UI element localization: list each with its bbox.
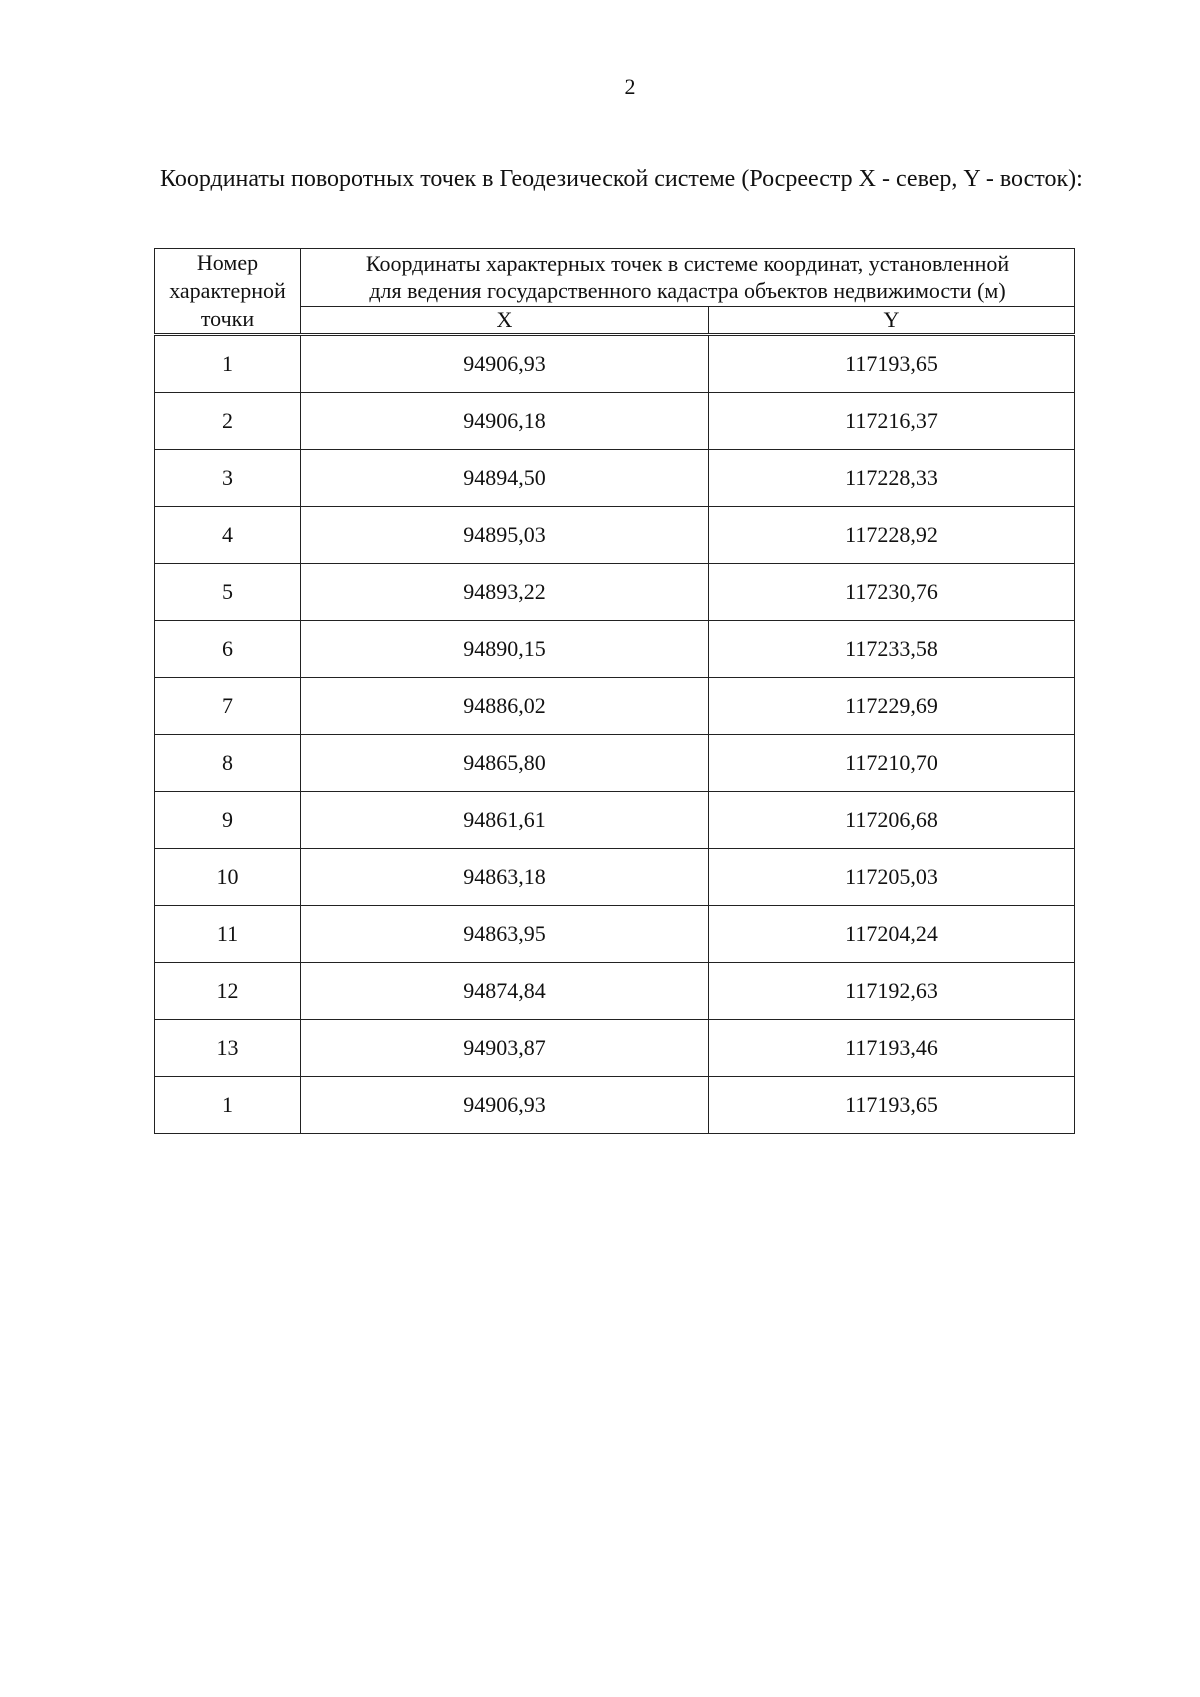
table-row — [155, 450, 1075, 507]
table-row — [155, 735, 1075, 792]
header-point-line-3: точки — [200, 306, 255, 331]
x-coordinate-cell: 94886,02 — [301, 678, 709, 735]
table-body — [155, 335, 1075, 1134]
header-point-number — [155, 249, 301, 335]
point-number-cell: 12 — [155, 963, 301, 1020]
point-number-cell: 1 — [155, 335, 301, 393]
point-number-cell: 6 — [155, 621, 301, 678]
page-number: 2 — [624, 74, 636, 99]
x-coordinate-cell: 94893,22 — [301, 564, 709, 621]
header-group-line-1: Координаты характерных точек в системе координат, установленной — [365, 251, 1010, 277]
y-coordinate-cell: 117205,03 — [709, 849, 1075, 906]
header-group-line-2: для ведения государственного кадастра объектов недвижимости (м) — [369, 278, 1006, 304]
point-number-cell: 3 — [155, 450, 301, 507]
point-number-cell: 10 — [155, 849, 301, 906]
coordinates-table — [154, 248, 1075, 1134]
y-coordinate-cell: 117228,33 — [709, 450, 1075, 507]
table-row — [155, 678, 1075, 735]
y-coordinate-cell: 117193,65 — [709, 1077, 1075, 1134]
header-point-line-1: Номер — [196, 250, 259, 275]
point-number-cell: 2 — [155, 393, 301, 450]
y-coordinate-cell: 117228,92 — [709, 507, 1075, 564]
table-row — [155, 564, 1075, 621]
x-coordinate-cell: 94895,03 — [301, 507, 709, 564]
x-coordinate-cell: 94890,15 — [301, 621, 709, 678]
table-row — [155, 335, 1075, 393]
x-coordinate-cell: 94874,84 — [301, 963, 709, 1020]
y-coordinate-cell: 117210,70 — [709, 735, 1075, 792]
header-x: X — [301, 306, 709, 334]
table-row — [155, 906, 1075, 963]
table-row — [155, 849, 1075, 906]
y-coordinate-cell: 117192,63 — [709, 963, 1075, 1020]
header-coordinates-group — [301, 249, 1075, 307]
point-number-cell: 5 — [155, 564, 301, 621]
point-number-cell: 7 — [155, 678, 301, 735]
table-row — [155, 963, 1075, 1020]
x-coordinate-cell: 94906,93 — [301, 1077, 709, 1134]
point-number-cell: 8 — [155, 735, 301, 792]
y-coordinate-cell: 117229,69 — [709, 678, 1075, 735]
header-y: Y — [709, 306, 1075, 334]
x-coordinate-cell: 94903,87 — [301, 1020, 709, 1077]
header-point-line-2: характерной — [169, 278, 286, 303]
x-coordinate-cell: 94865,80 — [301, 735, 709, 792]
point-number-cell: 11 — [155, 906, 301, 963]
table-row — [155, 507, 1075, 564]
x-coordinate-cell: 94861,61 — [301, 792, 709, 849]
x-coordinate-cell: 94894,50 — [301, 450, 709, 507]
table-row — [155, 621, 1075, 678]
table-row — [155, 1020, 1075, 1077]
y-coordinate-cell: 117193,46 — [709, 1020, 1075, 1077]
x-coordinate-cell: 94906,18 — [301, 393, 709, 450]
x-coordinate-cell: 94906,93 — [301, 335, 709, 393]
point-number-cell: 9 — [155, 792, 301, 849]
x-coordinate-cell: 94863,95 — [301, 906, 709, 963]
x-coordinate-cell: 94863,18 — [301, 849, 709, 906]
point-number-cell: 13 — [155, 1020, 301, 1077]
y-coordinate-cell: 117233,58 — [709, 621, 1075, 678]
table-row — [155, 1077, 1075, 1134]
y-coordinate-cell: 117216,37 — [709, 393, 1075, 450]
point-number-cell: 4 — [155, 507, 301, 564]
y-coordinate-cell: 117204,24 — [709, 906, 1075, 963]
y-coordinate-cell: 117193,65 — [709, 335, 1075, 393]
y-coordinate-cell: 117206,68 — [709, 792, 1075, 849]
table-row — [155, 393, 1075, 450]
point-number-cell: 1 — [155, 1077, 301, 1134]
document-heading: Координаты поворотных точек в Геодезической системе (Росреестр X - север, Y - восток): — [160, 166, 1083, 192]
y-coordinate-cell: 117230,76 — [709, 564, 1075, 621]
table-row — [155, 792, 1075, 849]
